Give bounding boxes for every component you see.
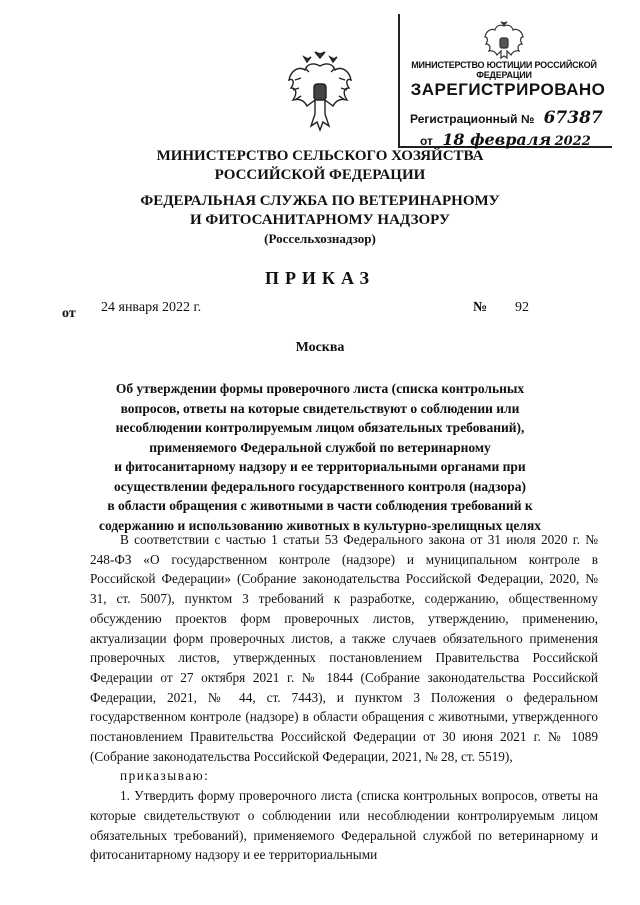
subject-line: вопросов, ответы на которые свидетельствуют о соблюдении или bbox=[120, 400, 520, 416]
subject-line: в области обращения с животными в части соблюдения требований к bbox=[107, 498, 533, 513]
order-date: 24 января 2022 г. bbox=[101, 300, 202, 315]
subject-line: и фитосанитарному надзору и ее территориальными органами при bbox=[114, 459, 526, 474]
service-name-line1: ФЕДЕРАЛЬНАЯ СЛУЖБА ПО ВЕТЕРИНАРНОМУ bbox=[140, 193, 500, 209]
document-type-title: ПРИКАЗ bbox=[264, 268, 376, 288]
stamp-reg-label: Регистрационный № bbox=[410, 112, 535, 126]
order-command-word: приказываю: bbox=[120, 768, 210, 784]
stamp-reg-number: 67387 bbox=[543, 108, 603, 128]
order-city: Москва bbox=[295, 340, 345, 355]
preamble-paragraph: В соответствии с частью 1 статьи 53 Федерального закона от 31 июля 2020 г. № 248-ФЗ «О государственном контроле (надзоре) и муниципальном контроле в Российской Федерации» (Собрание законодательства Российской Федерации, 2020, № 31, ст. 5007), пунктом 3 требований к разработке, содержанию, общественному обсуждению проектов форм проверочных листов, утверждению, применению, актуализации форм проверочных листов, а также случаев обязательного применения проверочных листов, утвержденных постановлением Правительства Российской Федерации от 27 октября 2021 г. № 1844 (Собрание законодательства Российской Федерации, 2021, № 44, ст. 7443), и пунктом 3 Положения о федеральном государственном контроле (надзоре) в области обращения с животными, утвержденного постановлением Правительства Российской Федерации от 30 июня 2021 г. № 1089 (Собрание законодательства Российской Федерации, 2021, № 28, ст. 5519), bbox=[90, 532, 598, 764]
ministry-name-line2: РОССИЙСКОЙ ФЕДЕРАЦИИ bbox=[214, 167, 426, 183]
order-body bbox=[90, 530, 598, 865]
subject-line: применяемого Федеральной службой по ветеринарному bbox=[149, 439, 491, 455]
stamp-date-year: 2022 bbox=[554, 134, 591, 149]
subject-line: Об утверждении формы проверочного листа (списка контрольных bbox=[115, 381, 525, 396]
order-number-label: № bbox=[473, 300, 488, 315]
stamp-emblem bbox=[482, 20, 526, 60]
order-subject bbox=[0, 379, 640, 535]
stamp-ministry-name: МИНИСТЕРСТВО ЮСТИЦИИ РОССИЙСКОЙ ФЕДЕРАЦИИ bbox=[411, 60, 597, 80]
order-number: 92 bbox=[515, 300, 529, 315]
stamp-date-handwritten: 18 февраля bbox=[442, 130, 552, 149]
stamp-registration-line bbox=[410, 108, 610, 128]
service-short-name: (Россельхознадзор) bbox=[264, 231, 376, 246]
stamp-status: ЗАРЕГИСТРИРОВАНО bbox=[410, 80, 606, 99]
subject-line: несоблюдении контролируемым лицом обязательных требований), bbox=[115, 420, 525, 435]
subject-line: осуществлении федерального государственного контроля (надзора) bbox=[114, 478, 526, 494]
stamp-date-prefix: от bbox=[420, 134, 433, 148]
order-date-label: от bbox=[62, 306, 76, 321]
order-item-1: 1. Утвердить форму проверочного листа (списка контрольных вопросов, ответы на которые свидетельствуют о соблюдении или несоблюдении контролируемым лицом обязательных требований), применяемого Федеральной службой по ветеринарному и фитосанитарному надзору и ее территориальными bbox=[90, 788, 598, 863]
ministry-name-line1: МИНИСТЕРСТВО СЕЛЬСКОГО ХОЗЯЙСТВА bbox=[156, 148, 484, 164]
service-name-line2: И ФИТОСАНИТАРНОМУ НАДЗОРУ bbox=[190, 212, 450, 228]
subject-line: содержанию и использованию животных в культурно-зрелищных целях bbox=[98, 517, 542, 533]
coat-of-arms-emblem bbox=[285, 48, 355, 136]
